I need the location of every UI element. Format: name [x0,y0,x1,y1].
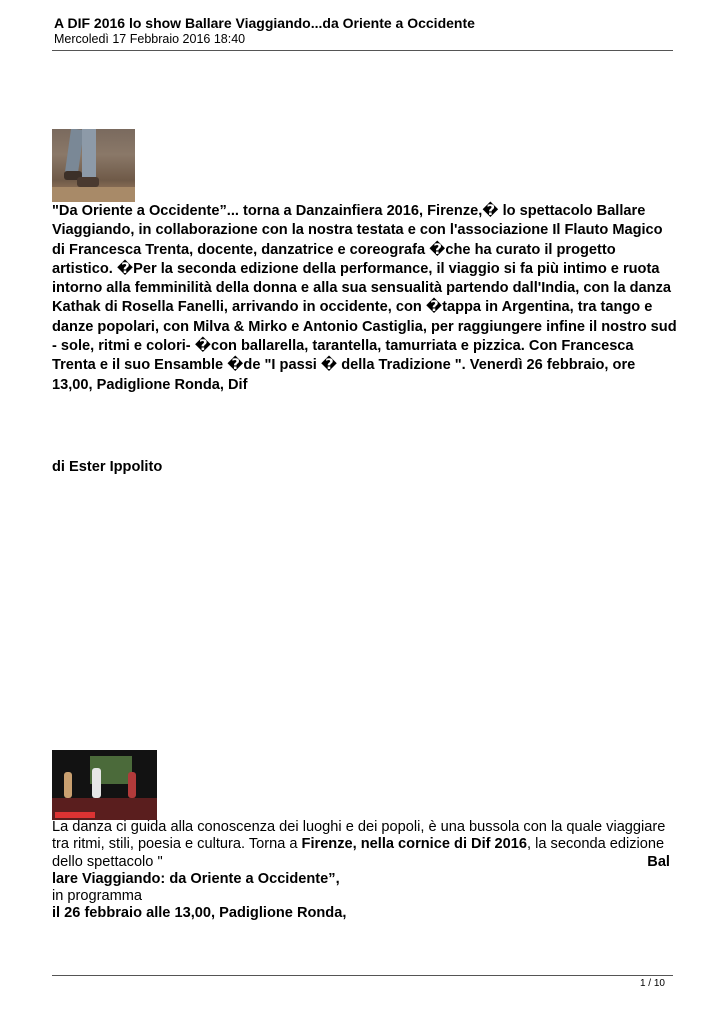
body-line: in programma [52,888,143,905]
stage-performance-photo [52,750,157,820]
dancer-feet-photo [52,129,135,202]
lead-paragraph: "Da Oriente a Occidente”... torna a Danzainfiera 2016, Firenze,� lo spettacolo Ballare Viaggiando, in collaborazione con la nostra testata e con l'associazione Il Flauto Magico di Francesca Trenta, docente, danzatrice e coreografa �che ha curato il progetto artistico. �Per la seconda edizione della performance, il viaggio si fa più intimo e ruota intorno alla femminilità della donna e alla sua sensualità partendo dall'India, con la danza Kathak di Rosella Fanelli, arrivando in occidente, con �tappa in Argentina, tra tango e danze popolari, con Milva & Mirko e Antonio Castiglia, per raggiungere infine il nostro sud - sole, ritmi e colori- �con ballarella, tarantella, tamurriata e pizzica. Con Francesca Trenta e il suo Ensamble �de "I passi � della Tradizione ". Venerdì 26 febbraio, ore 13,00, Padiglione Ronda, Dif [52,203,677,393]
show-date-text: il 26 febbraio alle 13,00, Padiglione Ronda, [52,905,347,922]
body-line: tra ritmi, stili, poesia e cultura. Torna a Firenze, nella cornice di Dif 2016, la seconda edizione [52,836,665,853]
article-date: Mercoledì 17 Febbraio 2016 18:40 [54,32,246,46]
footer-divider [52,975,673,976]
document-header [54,15,674,47]
show-title-text: lare Viaggiando: da Oriente a Occidente”, [52,870,340,887]
body-bold-text: Firenze, nella cornice di Dif 2016 [301,836,528,853]
page-number: 1 / 10 [639,978,665,989]
article-body [52,819,670,923]
header-divider [52,50,673,51]
body-line: dello spettacolo " Bal [52,853,670,870]
body-line: La danza ci guida alla conoscenza dei luoghi e dei popoli, è una bussola con la quale viaggiare [52,819,666,835]
article-title: A DIF 2016 lo show Ballare Viaggiando...da Oriente a Occidente [54,15,475,31]
author-byline: di Ester Ippolito [52,459,163,475]
